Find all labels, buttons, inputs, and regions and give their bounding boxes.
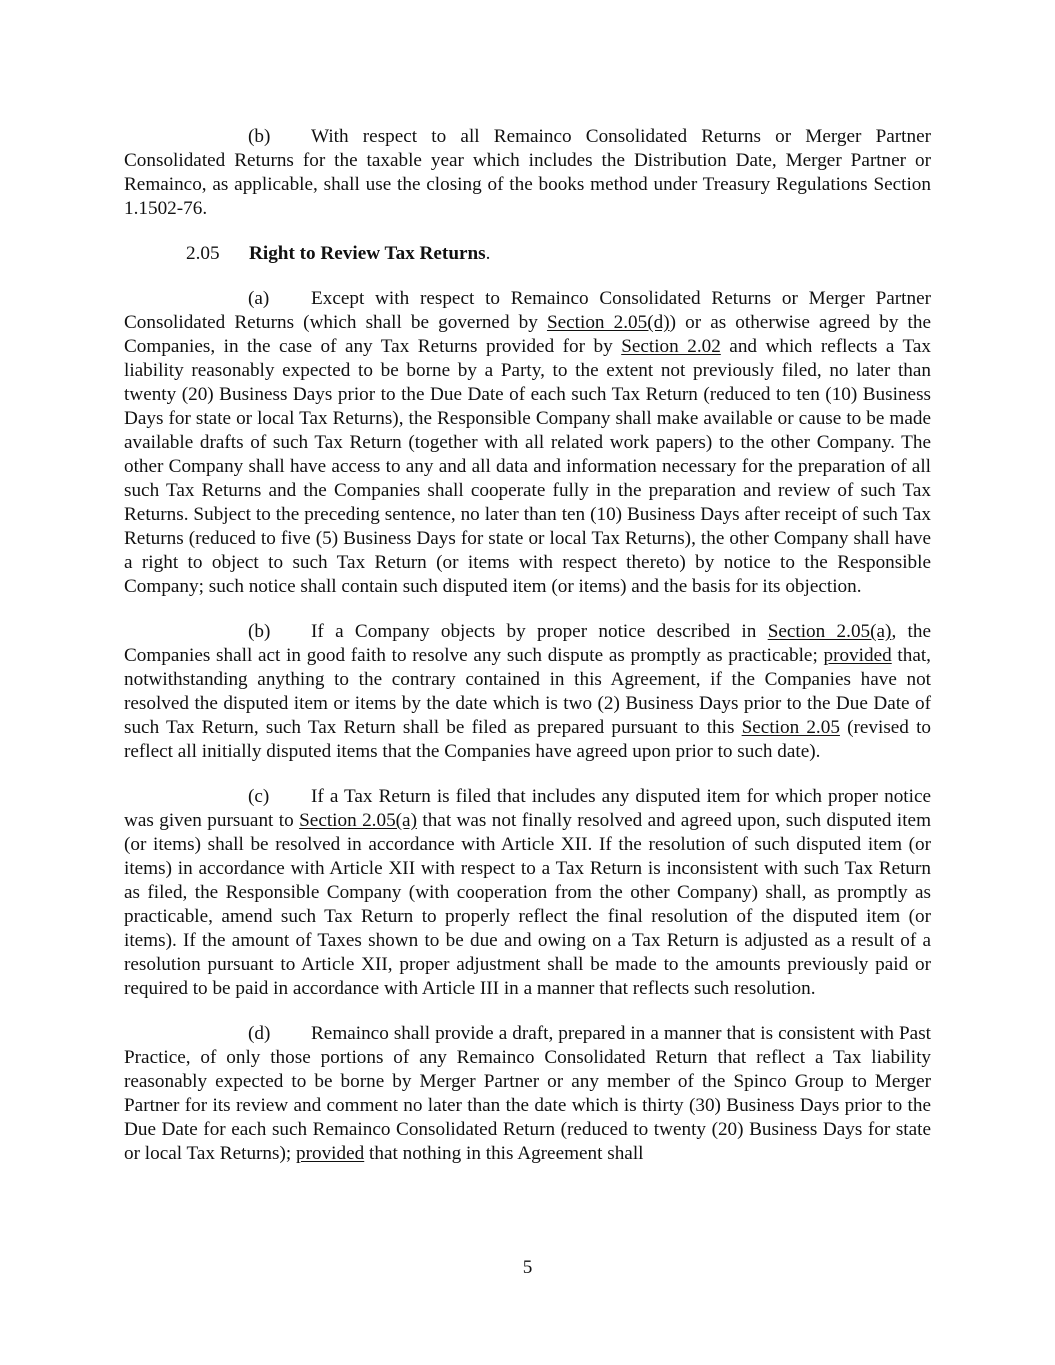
paragraph-label: (a) <box>248 288 270 309</box>
paragraph-text: If a Company objects by proper notice described in <box>311 621 768 642</box>
paragraph-label: (c) <box>248 786 270 807</box>
paragraph-d-draft <box>124 1022 931 1166</box>
provided-term: provided <box>296 1143 365 1164</box>
paragraph-b-closing-books <box>124 125 931 221</box>
section-heading <box>124 242 931 266</box>
paragraph-a-review <box>124 287 931 599</box>
paragraph-text: Except with respect to Remainco Consolidated Returns or Merger Partner Consolidated Returns (which shall be governed by <box>124 288 931 333</box>
cross-reference-link: Section 2.05(a) <box>299 810 417 831</box>
paragraph-text: that, notwithstanding anything to the contrary contained in this Agreement, if the Companies have not resolved the disputed item or items by the date which is two (2) Business Days prior to the Due Date of such Tax Return, such Tax Return shall be filed as prepared pursuant to this <box>124 645 931 738</box>
cross-reference-link: Section 2.05 <box>741 717 840 738</box>
page-number: 5 <box>522 1257 533 1278</box>
paragraph-c-disputes <box>124 785 931 1001</box>
paragraph-label: (b) <box>248 126 271 147</box>
section-title: Right to Review Tax Returns <box>249 243 486 264</box>
paragraph-text: If a Tax Return is filed that includes any disputed item for which proper notice was given pursuant to <box>124 786 931 831</box>
document-page <box>124 125 931 1187</box>
section-title-suffix: . <box>485 243 491 264</box>
provided-term: provided <box>823 645 892 666</box>
paragraph-text: (revised to reflect all initially disputed items that the Companies have agreed upon prior to such date). <box>124 717 931 762</box>
paragraph-text: ) or as otherwise agreed by the Companies, in the case of any Tax Returns provided for by <box>124 312 931 357</box>
paragraph-text: , the Companies shall act in good faith to resolve any such dispute as promptly as practicable; <box>124 621 931 666</box>
section-number: 2.05 <box>186 243 220 264</box>
paragraph-label: (d) <box>248 1023 271 1044</box>
paragraph-text: that was not finally resolved and agreed upon, such disputed item (or items) shall be resolved in accordance with Article XII. If the resolution of such disputed item (or items) in accordance with Article XII with respect to a Tax Return is inconsistent with such Tax Return as filed, the Responsible Company (with cooperation from the other Company) shall, as promptly as practicable, amend such Tax Return to properly reflect the final resolution of the disputed item (or items). If the amount of Taxes shown to be due and owing on a Tax Return is adjusted as a result of a resolution pursuant to Article XII, proper adjustment shall be made to the amounts previously paid or required to be paid in accordance with Article III in a manner that reflects such resolution. <box>124 810 931 999</box>
cross-reference-link: Section 2.05(a) <box>767 621 892 642</box>
paragraph-b-objection <box>124 620 931 764</box>
paragraph-text: and which reflects a Tax liability reasonably expected to be borne by a Party, to the extent not previously filed, no later than twenty (20) Business Days prior to the Due Date of each such Tax Return (reduced to ten (10) Business Days for state or local Tax Returns), the Responsible Company shall make available or cause to be made available drafts of such Tax Return (together with all related work papers) to the other Company. The other Company shall have access to any and all data and information necessary for the preparation of all such Tax Returns and the Companies shall cooperate fully in the preparation and review of such Tax Returns. Subject to the preceding sentence, no later than ten (10) Business Days after receipt of such Tax Returns (reduced to five (5) Business Days for state or local Tax Returns), the other Company shall have a right to object to such Tax Return (or items with respect thereto) by notice to the Responsible Company; such notice shall contain such disputed item (or items) and the basis for its objection. <box>124 336 931 597</box>
paragraph-text: With respect to all Remainco Consolidated Returns or Merger Partner Consolidated Returns for the taxable year which includes the Distribution Date, Merger Partner or Remainco, as applicable, shall use the closing of the books method under Treasury Regulations Section 1.1502-76. <box>124 126 931 219</box>
paragraph-text: that nothing in this Agreement shall <box>364 1143 644 1164</box>
cross-reference-link: Section 2.02 <box>621 336 721 357</box>
paragraph-label: (b) <box>248 621 271 642</box>
cross-reference-link: Section 2.05(d) <box>546 312 670 333</box>
paragraph-text: Remainco shall provide a draft, prepared in a manner that is consistent with Past Practice, of only those portions of any Remainco Consolidated Return that reflect a Tax liability reasonably expected to be borne by Merger Partner or any member of the Spinco Group to Merger Partner for its review and comment no later than the date which is thirty (30) Business Days prior to the Due Date for each such Remainco Consolidated Return (reduced to twenty (20) Business Days for state or local Tax Returns); <box>124 1023 931 1164</box>
